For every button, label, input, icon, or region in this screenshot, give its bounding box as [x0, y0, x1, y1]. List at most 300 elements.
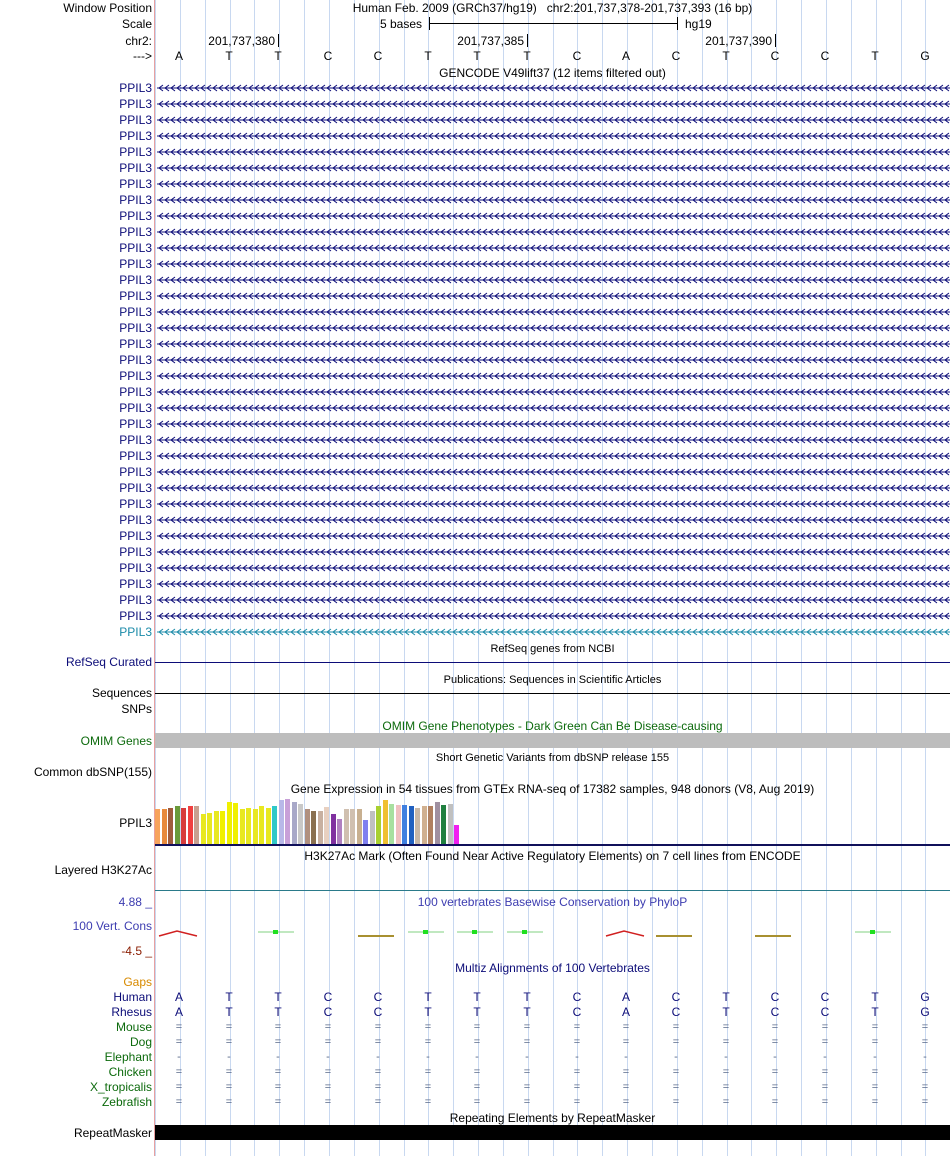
alignment-base: -	[227, 1051, 231, 1063]
alignment-base: =	[374, 1036, 382, 1048]
species-label[interactable]: Elephant	[104, 1050, 152, 1064]
gencode-transcript[interactable]	[155, 289, 950, 303]
alignment-base: =	[175, 1081, 183, 1093]
gencode-gene-label[interactable]: PPIL3	[119, 593, 152, 607]
alignment-base: =	[722, 1066, 730, 1078]
scale-bar-right-cap	[677, 17, 678, 30]
gencode-gene-label[interactable]: PPIL3	[119, 385, 152, 399]
gencode-gene-label[interactable]: PPIL3	[119, 321, 152, 335]
alignment-base: =	[473, 1036, 481, 1048]
gencode-transcript[interactable]	[155, 177, 950, 191]
species-label[interactable]: Mouse	[115, 1020, 152, 1034]
gencode-gene-label[interactable]: PPIL3	[119, 177, 152, 191]
alignment-base: A	[621, 1005, 630, 1019]
alignment-base: =	[573, 1096, 581, 1108]
transcript-line	[155, 369, 950, 383]
publications-label[interactable]: Sequences	[91, 686, 152, 700]
gencode-transcript[interactable]	[155, 401, 950, 415]
alignment-base: A	[174, 1005, 183, 1019]
transcript-line	[155, 321, 950, 335]
gencode-gene-label[interactable]: PPIL3	[119, 193, 152, 207]
alignment-base: C	[820, 1005, 830, 1019]
omim-bar[interactable]	[155, 733, 950, 748]
alignment-base: C	[323, 990, 333, 1004]
gencode-gene-label[interactable]: PPIL3	[119, 161, 152, 175]
gencode-transcript[interactable]	[155, 497, 950, 511]
gtex-tissue-bar[interactable]	[279, 800, 284, 844]
alignment-base: =	[175, 1021, 183, 1033]
alignment-base: T	[722, 1005, 730, 1019]
gtex-tissue-bar[interactable]	[220, 811, 225, 844]
transcript-line	[155, 561, 950, 575]
gtex-tissue-bar[interactable]	[318, 811, 323, 844]
alignment-base: =	[622, 1066, 630, 1078]
base-letter: C	[572, 49, 582, 63]
transcript-line	[155, 577, 950, 591]
alignment-base: =	[622, 1096, 630, 1108]
gencode-transcript[interactable]	[155, 209, 950, 223]
gencode-gene-label[interactable]: PPIL3	[119, 545, 152, 559]
gtex-tissue-bar[interactable]	[357, 809, 362, 844]
transcript-line	[155, 593, 950, 607]
gtex-tissue-bar[interactable]	[454, 825, 459, 844]
alignment-base: =	[374, 1096, 382, 1108]
alignment-base: =	[324, 1021, 332, 1033]
gtex-tissue-bar[interactable]	[396, 805, 401, 844]
alignment-base: -	[724, 1051, 728, 1063]
alignment-base: =	[424, 1066, 432, 1078]
gencode-transcript[interactable]	[155, 593, 950, 607]
gencode-gene-label[interactable]: PPIL3	[119, 97, 152, 111]
gencode-gene-label[interactable]: PPIL3	[119, 369, 152, 383]
transcript-line	[155, 401, 950, 415]
window-position-label[interactable]: Window Position	[63, 1, 152, 15]
alignment-base: =	[573, 1066, 581, 1078]
gencode-gene-label[interactable]: PPIL3	[119, 337, 152, 351]
gencode-transcript[interactable]	[155, 577, 950, 591]
alignment-base: =	[821, 1021, 829, 1033]
alignment-base: -	[873, 1051, 877, 1063]
gtex-tissue-bar[interactable]	[168, 808, 173, 844]
phylop-segment	[159, 931, 197, 936]
gencode-gene-label[interactable]: PPIL3	[119, 225, 152, 239]
alignment-base: =	[771, 1021, 779, 1033]
publications-line[interactable]	[155, 693, 950, 694]
coordinate-tick	[527, 34, 528, 47]
gencode-transcript[interactable]	[155, 433, 950, 447]
gencode-gene-label[interactable]: PPIL3	[119, 561, 152, 575]
gtex-tissue-bar[interactable]	[272, 806, 277, 844]
gencode-gene-label[interactable]: PPIL3	[119, 625, 152, 639]
base-letter: G	[920, 49, 930, 63]
base-letter: T	[274, 49, 282, 63]
alignment-base: C	[671, 1005, 681, 1019]
species-label[interactable]: Human	[113, 990, 152, 1004]
phylop-peak	[472, 930, 477, 934]
transcript-line	[155, 465, 950, 479]
alignment-base: =	[622, 1081, 630, 1093]
gtex-tissue-bar[interactable]	[194, 806, 199, 844]
gtex-tissue-bar[interactable]	[155, 809, 160, 844]
gencode-transcript[interactable]	[155, 193, 950, 207]
alignment-base: T	[473, 990, 481, 1004]
h3k27ac-title: H3K27Ac Mark (Often Found Near Active Regulatory Elements) on 7 cell lines from ENCODE	[304, 849, 801, 863]
alignment-base: =	[473, 1096, 481, 1108]
alignment-base: =	[274, 1096, 282, 1108]
gencode-transcript[interactable]	[155, 273, 950, 287]
species-label[interactable]: X_tropicalis	[89, 1080, 152, 1094]
transcript-line	[155, 273, 950, 287]
gencode-transcript[interactable]	[155, 545, 950, 559]
multiz-gaps-label[interactable]: Gaps	[123, 975, 152, 989]
coordinate-label: 201,737,385	[457, 34, 524, 48]
strand-label[interactable]: --->	[133, 49, 152, 63]
alignment-base: =	[175, 1036, 183, 1048]
transcript-line	[155, 177, 950, 191]
transcript-line	[155, 305, 950, 319]
gtex-tissue-bar[interactable]	[188, 806, 193, 844]
gtex-tissue-bar[interactable]	[285, 799, 290, 844]
gtex-tissue-bar[interactable]	[311, 811, 316, 844]
gtex-tissue-bar[interactable]	[350, 809, 355, 844]
alignment-base: -	[674, 1051, 678, 1063]
alignment-base: C	[373, 1005, 383, 1019]
gtex-label[interactable]: PPIL3	[119, 816, 152, 830]
alignment-base: =	[374, 1066, 382, 1078]
alignment-base: T	[722, 990, 730, 1004]
gencode-transcript[interactable]	[155, 465, 950, 479]
gtex-tissue-bar[interactable]	[233, 803, 238, 844]
alignment-base: C	[572, 990, 582, 1004]
gtex-tissue-bar[interactable]	[402, 805, 407, 844]
alignment-base: T	[523, 1005, 531, 1019]
gtex-tissue-bar[interactable]	[409, 806, 414, 844]
alignment-base: C	[770, 990, 780, 1004]
gencode-transcript[interactable]	[155, 513, 950, 527]
phylop-min-label[interactable]: -4.5 _	[121, 944, 152, 958]
transcript-line	[155, 145, 950, 159]
alignment-base: =	[175, 1096, 183, 1108]
alignment-base: T	[274, 1005, 282, 1019]
phylop-graph[interactable]	[155, 922, 950, 952]
gtex-tissue-bar[interactable]	[415, 808, 420, 844]
alignment-base: C	[323, 1005, 333, 1019]
species-label[interactable]: Chicken	[108, 1065, 152, 1079]
alignment-base: =	[473, 1021, 481, 1033]
alignment-base: =	[424, 1081, 432, 1093]
alignment-base: A	[621, 990, 630, 1004]
publications-snps-label[interactable]: SNPs	[121, 702, 152, 716]
gencode-gene-label[interactable]: PPIL3	[119, 481, 152, 495]
gencode-gene-label[interactable]: PPIL3	[119, 305, 152, 319]
phylop-title: 100 vertebrates Basewise Conservation by PhyloP	[417, 895, 688, 909]
alignment-base: =	[821, 1066, 829, 1078]
transcript-line	[155, 81, 950, 95]
alignment-base: T	[523, 990, 531, 1004]
gtex-tissue-bar[interactable]	[181, 808, 186, 844]
gtex-tissue-bar[interactable]	[214, 811, 219, 844]
alignment-base: =	[921, 1096, 929, 1108]
alignment-base: =	[722, 1081, 730, 1093]
gtex-tissue-bar[interactable]	[448, 804, 453, 844]
gencode-transcript[interactable]	[155, 161, 950, 175]
alignment-base: =	[722, 1021, 730, 1033]
gencode-gene-label[interactable]: PPIL3	[119, 513, 152, 527]
alignment-base: =	[871, 1021, 879, 1033]
gencode-transcript[interactable]	[155, 225, 950, 239]
alignment-base: -	[426, 1051, 430, 1063]
transcript-line	[155, 289, 950, 303]
alignment-base: =	[523, 1021, 531, 1033]
transcript-line	[155, 385, 950, 399]
gencode-transcript[interactable]	[155, 369, 950, 383]
gtex-baseline	[155, 844, 950, 846]
gencode-gene-label[interactable]: PPIL3	[119, 353, 152, 367]
omim-title: OMIM Gene Phenotypes - Dark Green Can Be Disease-causing	[382, 719, 723, 733]
gtex-tissue-bar[interactable]	[435, 802, 440, 844]
gtex-tissue-bar[interactable]	[162, 809, 167, 844]
gencode-gene-label[interactable]: PPIL3	[119, 241, 152, 255]
gtex-tissue-bar[interactable]	[227, 802, 232, 844]
alignment-base: =	[274, 1021, 282, 1033]
gtex-tissue-bar[interactable]	[376, 806, 381, 844]
alignment-base: G	[920, 1005, 930, 1019]
gencode-gene-label[interactable]: PPIL3	[119, 81, 152, 95]
gencode-transcript[interactable]	[155, 321, 950, 335]
gencode-transcript[interactable]	[155, 129, 950, 143]
alignment-base: T	[871, 1005, 879, 1019]
gtex-tissue-bar[interactable]	[240, 809, 245, 844]
transcript-line	[155, 97, 950, 111]
gtex-tissue-bar[interactable]	[324, 807, 329, 844]
gtex-tissue-bar[interactable]	[207, 813, 212, 844]
phylop-segment	[358, 935, 394, 937]
gencode-gene-label[interactable]: PPIL3	[119, 289, 152, 303]
alignment-base: -	[177, 1051, 181, 1063]
scale-bar-left-cap	[429, 17, 430, 30]
gencode-transcript[interactable]	[155, 609, 950, 623]
gencode-gene-label[interactable]: PPIL3	[119, 417, 152, 431]
alignment-base: =	[622, 1036, 630, 1048]
alignment-base: =	[871, 1036, 879, 1048]
alignment-base: =	[921, 1021, 929, 1033]
gencode-gene-label[interactable]: PPIL3	[119, 433, 152, 447]
gencode-transcript[interactable]	[155, 145, 950, 159]
gtex-tissue-bar[interactable]	[331, 814, 336, 844]
dbsnp-label[interactable]: Common dbSNP(155)	[33, 765, 152, 779]
alignment-base: =	[523, 1096, 531, 1108]
phylop-peak	[273, 930, 278, 934]
alignment-base: T	[225, 1005, 233, 1019]
gtex-tissue-bar[interactable]	[344, 809, 349, 844]
alignment-base: T	[424, 990, 432, 1004]
gencode-gene-label[interactable]: PPIL3	[119, 529, 152, 543]
alignment-base: T	[473, 1005, 481, 1019]
base-letter: C	[770, 49, 780, 63]
gencode-transcript[interactable]	[155, 561, 950, 575]
base-letter: C	[373, 49, 383, 63]
repeatmasker-bar[interactable]	[155, 1125, 950, 1140]
phylop-segment	[755, 935, 791, 937]
gtex-tissue-bar[interactable]	[266, 808, 271, 844]
base-letter: A	[174, 49, 183, 63]
alignment-base: =	[672, 1036, 680, 1048]
alignment-base: =	[622, 1021, 630, 1033]
gencode-gene-label[interactable]: PPIL3	[119, 497, 152, 511]
gtex-tissue-bar[interactable]	[292, 802, 297, 844]
scale-label[interactable]: Scale	[121, 17, 152, 31]
alignment-base: =	[424, 1096, 432, 1108]
transcript-line	[155, 225, 950, 239]
h3k27ac-label[interactable]: Layered H3K27Ac	[54, 863, 152, 877]
gencode-gene-label[interactable]: PPIL3	[119, 257, 152, 271]
alignment-base: =	[821, 1036, 829, 1048]
gtex-tissue-bar[interactable]	[422, 806, 427, 844]
gencode-transcript[interactable]	[155, 449, 950, 463]
alignment-base: T	[274, 990, 282, 1004]
gencode-transcript[interactable]	[155, 353, 950, 367]
gtex-tissue-bar[interactable]	[441, 805, 446, 844]
phylop-peak	[870, 930, 875, 934]
alignment-base: =	[771, 1066, 779, 1078]
transcript-line	[155, 193, 950, 207]
alignment-base: T	[871, 990, 879, 1004]
gtex-tissue-bar[interactable]	[246, 808, 251, 844]
repeatmasker-label[interactable]: RepeatMasker	[73, 1126, 152, 1140]
gtex-tissue-bar[interactable]	[363, 820, 368, 844]
gtex-tissue-bar[interactable]	[201, 814, 206, 844]
gtex-tissue-bar[interactable]	[253, 809, 258, 844]
gencode-transcript[interactable]	[155, 529, 950, 543]
transcript-line	[155, 481, 950, 495]
alignment-base: =	[871, 1066, 879, 1078]
gencode-transcript[interactable]	[155, 417, 950, 431]
phylop-peak	[423, 930, 428, 934]
gtex-tissue-bar[interactable]	[175, 806, 180, 844]
species-label[interactable]: Dog	[129, 1035, 152, 1049]
gtex-tissue-bar[interactable]	[383, 800, 388, 844]
omim-label[interactable]: OMIM Genes	[80, 734, 152, 748]
refseq-label[interactable]: RefSeq Curated	[65, 655, 152, 669]
dbsnp-title: Short Genetic Variants from dbSNP release 155	[435, 752, 670, 764]
alignment-base: =	[672, 1066, 680, 1078]
alignment-base: C	[770, 1005, 780, 1019]
phylop-segment	[656, 935, 692, 937]
alignment-base: T	[225, 990, 233, 1004]
gencode-title: GENCODE V49lift37 (12 items filtered out)	[439, 66, 666, 80]
species-label[interactable]: Zebrafish	[101, 1095, 152, 1109]
gtex-tissue-bar[interactable]	[370, 811, 375, 844]
transcript-line	[155, 433, 950, 447]
gencode-transcript[interactable]	[155, 81, 950, 95]
gencode-gene-label[interactable]: PPIL3	[119, 113, 152, 127]
transcript-line	[155, 545, 950, 559]
gencode-gene-label[interactable]: PPIL3	[119, 609, 152, 623]
alignment-base: -	[773, 1051, 777, 1063]
base-letter: C	[671, 49, 681, 63]
alignment-base: =	[672, 1021, 680, 1033]
phylop-label[interactable]: 100 Vert. Cons	[72, 919, 152, 933]
gencode-gene-label[interactable]: PPIL3	[119, 401, 152, 415]
alignment-base: C	[671, 990, 681, 1004]
transcript-line	[155, 417, 950, 431]
coordinate-label: 201,737,380	[208, 34, 275, 48]
chr-label[interactable]: chr2:	[125, 34, 152, 48]
alignment-base: =	[473, 1081, 481, 1093]
transcript-line	[155, 497, 950, 511]
gtex-tissue-bar[interactable]	[337, 819, 342, 844]
base-letter: C	[820, 49, 830, 63]
alignment-base: =	[374, 1081, 382, 1093]
gencode-transcript[interactable]	[155, 305, 950, 319]
transcript-line	[155, 449, 950, 463]
base-letter: T	[424, 49, 432, 63]
gtex-tissue-bar[interactable]	[298, 804, 303, 844]
gencode-gene-label[interactable]: PPIL3	[119, 449, 152, 463]
gencode-transcript[interactable]	[155, 385, 950, 399]
alignment-base: T	[424, 1005, 432, 1019]
gtex-tissue-bar[interactable]	[428, 806, 433, 844]
alignment-base: =	[672, 1096, 680, 1108]
alignment-base: =	[771, 1081, 779, 1093]
coordinate-label: 201,737,390	[705, 34, 772, 48]
base-letter: T	[871, 49, 879, 63]
phylop-max-label[interactable]: 4.88 _	[118, 895, 152, 909]
transcript-line	[155, 113, 950, 127]
alignment-base: =	[573, 1021, 581, 1033]
gtex-tissue-bar[interactable]	[259, 806, 264, 844]
phylop-segment	[606, 931, 644, 936]
publications-title: Publications: Sequences in Scientific Articles	[443, 674, 662, 686]
species-label[interactable]: Rhesus	[111, 1005, 152, 1019]
alignment-base: =	[274, 1066, 282, 1078]
alignment-base: =	[573, 1036, 581, 1048]
alignment-base: -	[624, 1051, 628, 1063]
base-letter: T	[523, 49, 531, 63]
gencode-gene-label[interactable]: PPIL3	[119, 273, 152, 287]
refseq-title: RefSeq genes from NCBI	[490, 643, 615, 655]
gtex-tissue-bar[interactable]	[305, 809, 310, 844]
gencode-transcript[interactable]	[155, 481, 950, 495]
gencode-gene-label[interactable]: PPIL3	[119, 577, 152, 591]
alignment-base: =	[225, 1066, 233, 1078]
gencode-transcript[interactable]	[155, 625, 950, 639]
gencode-gene-label[interactable]: PPIL3	[119, 129, 152, 143]
h3k27ac-line[interactable]	[155, 890, 950, 891]
alignment-base: =	[523, 1081, 531, 1093]
alignment-base: C	[820, 990, 830, 1004]
gtex-tissue-bar[interactable]	[389, 804, 394, 844]
alignment-base: =	[274, 1081, 282, 1093]
gencode-transcript[interactable]	[155, 337, 950, 351]
gencode-transcript[interactable]	[155, 257, 950, 271]
alignment-base: =	[424, 1036, 432, 1048]
gencode-gene-label[interactable]: PPIL3	[119, 209, 152, 223]
transcript-line	[155, 513, 950, 527]
gencode-transcript[interactable]	[155, 113, 950, 127]
tracks-area[interactable]	[155, 0, 950, 1156]
refseq-line[interactable]	[155, 662, 950, 663]
gencode-gene-label[interactable]: PPIL3	[119, 465, 152, 479]
alignment-base: =	[871, 1081, 879, 1093]
alignment-base: =	[324, 1096, 332, 1108]
base-letter: T	[225, 49, 233, 63]
gencode-transcript[interactable]	[155, 97, 950, 111]
alignment-base: C	[373, 990, 383, 1004]
gencode-transcript[interactable]	[155, 241, 950, 255]
gencode-gene-label[interactable]: PPIL3	[119, 145, 152, 159]
transcript-line	[155, 257, 950, 271]
